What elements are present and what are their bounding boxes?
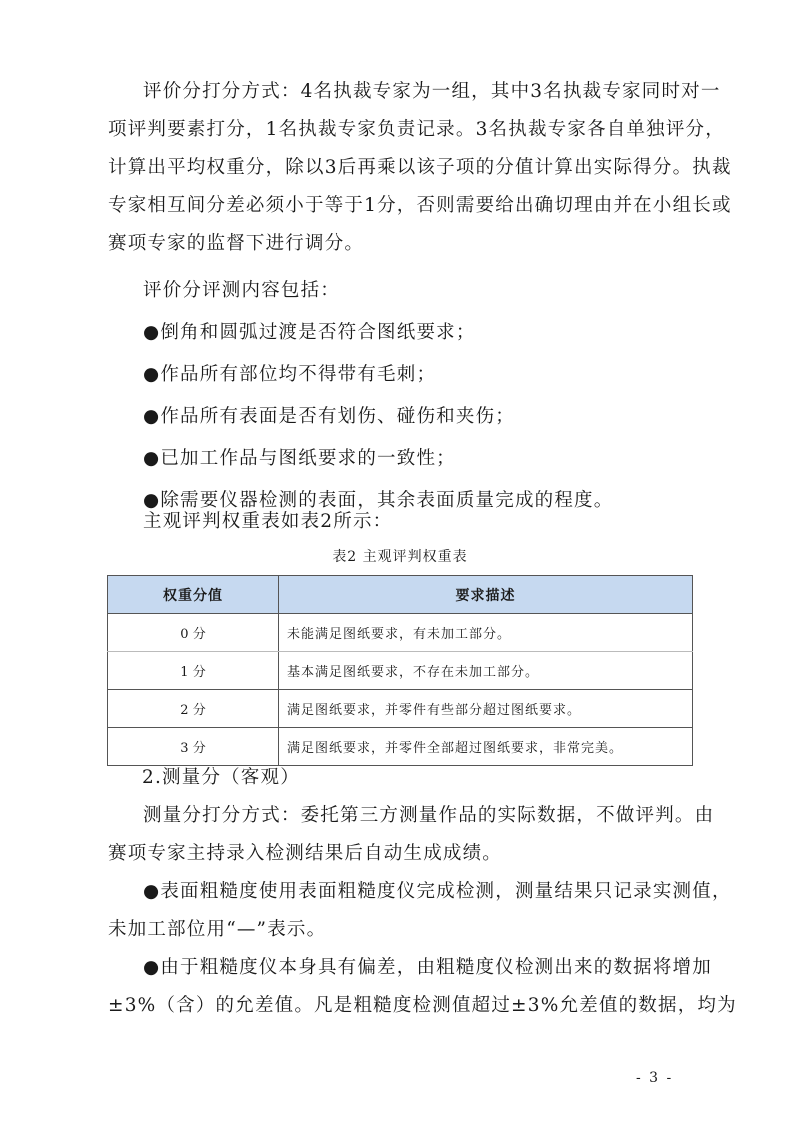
weight-cell: 1 分 — [108, 652, 279, 690]
bullet-item: ●表面粗糙度使用表面粗糙度仪完成检测，测量结果只记录实测值， — [143, 881, 732, 902]
paragraph-line: 赛项专家主持录入检测结果后自动生成成绩。 — [108, 843, 503, 864]
bullet-item: ●除需要仪器检测的表面，其余表面质量完成的程度。 — [143, 490, 614, 511]
column-header-description: 要求描述 — [279, 576, 693, 614]
weight-table — [107, 575, 693, 766]
paragraph-line: 测量分打分方式：委托第三方测量作品的实际数据，不做评判。由 — [143, 805, 715, 826]
description-cell: 基本满足图纸要求，不存在未加工部分。 — [279, 652, 693, 690]
bullet-item: ●作品所有表面是否有划伤、碰伤和夹伤； — [143, 406, 515, 427]
content-intro: 评价分评测内容包括： — [143, 280, 341, 301]
column-header-weight: 权重分值 — [108, 576, 279, 614]
table-row — [108, 728, 693, 766]
section-heading: 2.测量分（客观） — [142, 767, 300, 788]
paragraph-line: ±3%（含）的允差值。凡是粗糙度检测值超过±3%允差值的数据，均为 — [108, 995, 737, 1016]
weight-cell: 3 分 — [108, 728, 279, 766]
paragraph-line: 计算出平均权重分，除以3后再乘以该子项的分值计算出实际得分。执裁 — [108, 157, 732, 178]
paragraph-line: 项评判要素打分，1名执裁专家负责记录。3名执裁专家各自单独评分， — [108, 119, 725, 140]
description-cell: 满足图纸要求，并零件有些部分超过图纸要求。 — [279, 690, 693, 728]
bullet-item: ●由于粗糙度仪本身具有偏差，由粗糙度仪检测出来的数据将增加 — [143, 957, 712, 978]
bullet-item: ●作品所有部位均不得带有毛刺； — [143, 364, 437, 385]
table-header-row — [108, 576, 693, 614]
bullet-item: ●倒角和圆弧过渡是否符合图纸要求； — [143, 322, 476, 343]
description-cell: 未能满足图纸要求，有未加工部分。 — [279, 614, 693, 652]
paragraph-line: 评价分打分方式：4名执裁专家为一组，其中3名执裁专家同时对一 — [143, 81, 721, 102]
paragraph-line: 赛项专家的监督下进行调分。 — [108, 233, 365, 254]
weight-cell: 0 分 — [108, 614, 279, 652]
bullet-item: ●已加工作品与图纸要求的一致性； — [143, 448, 456, 469]
table-row — [108, 614, 693, 652]
weight-cell: 2 分 — [108, 690, 279, 728]
table-intro: 主观评判权重表如表2所示： — [143, 511, 393, 532]
paragraph-line: 专家相互间分差必须小于等于1分，否则需要给出确切理由并在小组长或 — [108, 195, 732, 216]
table-row — [108, 690, 693, 728]
page-number: - 3 - — [636, 1070, 674, 1086]
table-caption: 表2 主观评判权重表 — [332, 549, 468, 565]
table-row — [108, 652, 693, 690]
paragraph-line: 未加工部位用“—”表示。 — [108, 919, 327, 940]
description-cell: 满足图纸要求，并零件全部超过图纸要求，非常完美。 — [279, 728, 693, 766]
